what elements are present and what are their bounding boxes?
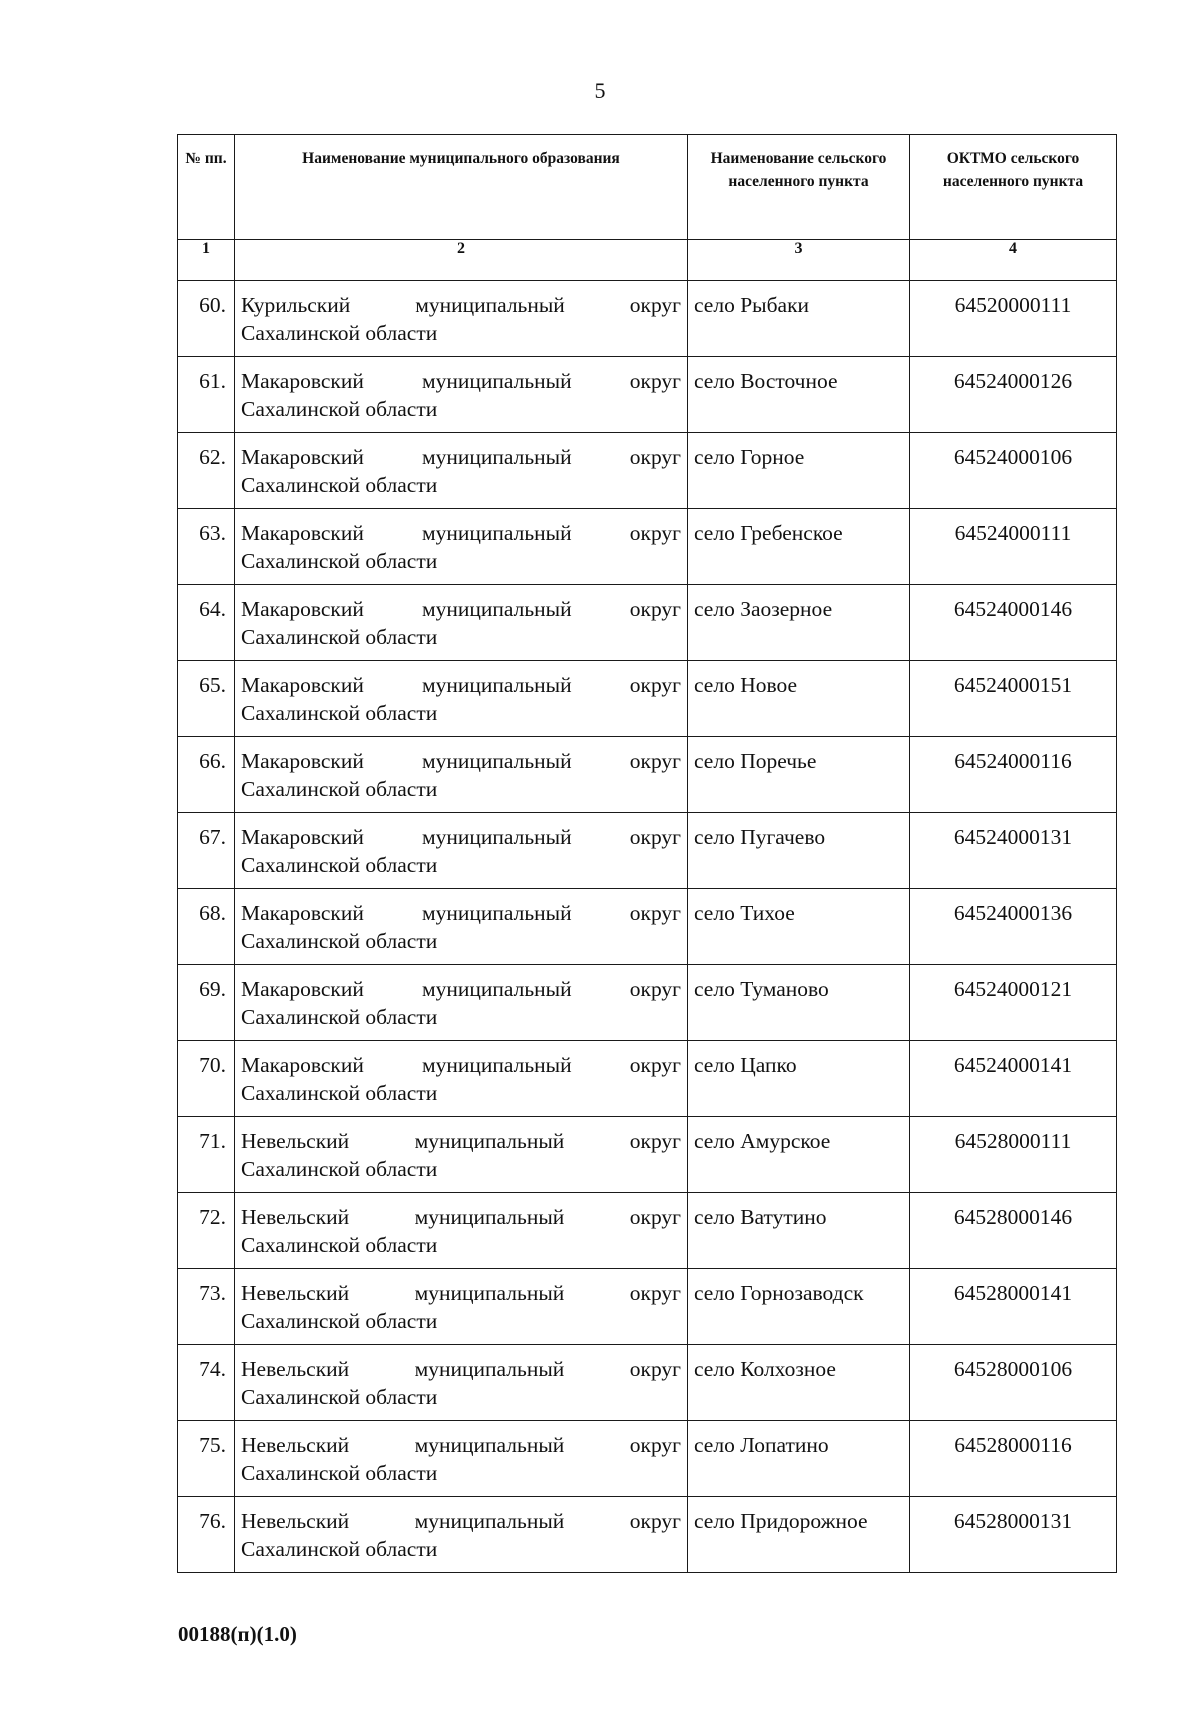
table-row [178,1269,1117,1345]
settlement-cell: село Заозерное [688,585,910,661]
oktmo-cell: 64524000121 [910,965,1117,1041]
header-number: № пп. [178,135,235,240]
row-number: 65. [178,661,235,737]
oktmo-cell: 64524000136 [910,889,1117,965]
table-header-row [178,135,1117,240]
municipality-cell: Макаровский муниципальный округ Сахалинской области [235,661,688,737]
oktmo-cell: 64528000141 [910,1269,1117,1345]
row-number: 71. [178,1117,235,1193]
settlements-table [177,134,1117,1573]
municipality-cell: Невельский муниципальный округ Сахалинской области [235,1345,688,1421]
row-number: 75. [178,1421,235,1497]
municipality-cell: Макаровский муниципальный округ Сахалинской области [235,433,688,509]
row-number: 68. [178,889,235,965]
column-number: 1 [178,240,235,281]
oktmo-cell: 64528000106 [910,1345,1117,1421]
oktmo-cell: 64528000146 [910,1193,1117,1269]
oktmo-cell: 64524000141 [910,1041,1117,1117]
oktmo-cell: 64524000106 [910,433,1117,509]
municipality-cell: Макаровский муниципальный округ Сахалинской области [235,965,688,1041]
oktmo-cell: 64524000146 [910,585,1117,661]
oktmo-cell: 64528000116 [910,1421,1117,1497]
settlement-cell: село Новое [688,661,910,737]
row-number: 62. [178,433,235,509]
municipality-cell: Невельский муниципальный округ Сахалинской области [235,1421,688,1497]
settlement-cell: село Амурское [688,1117,910,1193]
settlement-cell: село Пугачево [688,813,910,889]
settlement-cell: село Рыбаки [688,281,910,357]
municipality-cell: Невельский муниципальный округ Сахалинской области [235,1193,688,1269]
row-number: 66. [178,737,235,813]
column-number: 2 [235,240,688,281]
municipality-cell: Макаровский муниципальный округ Сахалинской области [235,1041,688,1117]
municipality-cell: Макаровский муниципальный округ Сахалинской области [235,813,688,889]
table-row [178,585,1117,661]
settlement-cell: село Придорожное [688,1497,910,1573]
row-number: 67. [178,813,235,889]
municipality-cell: Курильский муниципальный округ Сахалинской области [235,281,688,357]
municipality-cell: Макаровский муниципальный округ Сахалинской области [235,357,688,433]
settlement-cell: село Горнозаводск [688,1269,910,1345]
row-number: 60. [178,281,235,357]
column-number: 4 [910,240,1117,281]
table-row [178,813,1117,889]
column-number-row [178,240,1117,281]
settlement-cell: село Лопатино [688,1421,910,1497]
settlement-cell: село Тихое [688,889,910,965]
table-row [178,509,1117,585]
oktmo-cell: 64520000111 [910,281,1117,357]
settlement-cell: село Горное [688,433,910,509]
municipality-cell: Макаровский муниципальный округ Сахалинской области [235,737,688,813]
oktmo-cell: 64524000111 [910,509,1117,585]
table-row [178,737,1117,813]
settlement-cell: село Туманово [688,965,910,1041]
settlement-cell: село Восточное [688,357,910,433]
header-oktmo: ОКТМО сельского населенного пункта [910,135,1117,240]
table-body [178,281,1117,1573]
row-number: 70. [178,1041,235,1117]
municipality-cell: Макаровский муниципальный округ Сахалинской области [235,585,688,661]
table-row [178,1497,1117,1573]
oktmo-cell: 64524000151 [910,661,1117,737]
municipality-cell: Невельский муниципальный округ Сахалинской области [235,1497,688,1573]
municipality-cell: Невельский муниципальный округ Сахалинской области [235,1117,688,1193]
municipality-cell: Невельский муниципальный округ Сахалинской области [235,1269,688,1345]
row-number: 73. [178,1269,235,1345]
table-row [178,357,1117,433]
table-row [178,889,1117,965]
row-number: 76. [178,1497,235,1573]
oktmo-cell: 64528000131 [910,1497,1117,1573]
settlement-cell: село Гребенское [688,509,910,585]
table-row [178,965,1117,1041]
table-row [178,1041,1117,1117]
table-row [178,433,1117,509]
oktmo-cell: 64524000116 [910,737,1117,813]
settlement-cell: село Цапко [688,1041,910,1117]
table-row [178,1117,1117,1193]
header-settlement: Наименование сельского населенного пункта [688,135,910,240]
settlement-cell: село Колхозное [688,1345,910,1421]
municipality-cell: Макаровский муниципальный округ Сахалинской области [235,889,688,965]
table-row [178,1421,1117,1497]
row-number: 63. [178,509,235,585]
oktmo-cell: 64524000126 [910,357,1117,433]
oktmo-cell: 64528000111 [910,1117,1117,1193]
oktmo-cell: 64524000131 [910,813,1117,889]
municipality-cell: Макаровский муниципальный округ Сахалинской области [235,509,688,585]
settlement-cell: село Ватутино [688,1193,910,1269]
column-number: 3 [688,240,910,281]
table-row [178,661,1117,737]
document-code: 00188(п)(1.0) [178,1622,297,1646]
row-number: 74. [178,1345,235,1421]
table-row [178,1345,1117,1421]
row-number: 69. [178,965,235,1041]
row-number: 61. [178,357,235,433]
page-number: 5 [594,78,606,103]
table-row [178,1193,1117,1269]
settlement-cell: село Поречье [688,737,910,813]
table-row [178,281,1117,357]
row-number: 64. [178,585,235,661]
header-municipality: Наименование муниципального образования [235,135,688,240]
row-number: 72. [178,1193,235,1269]
